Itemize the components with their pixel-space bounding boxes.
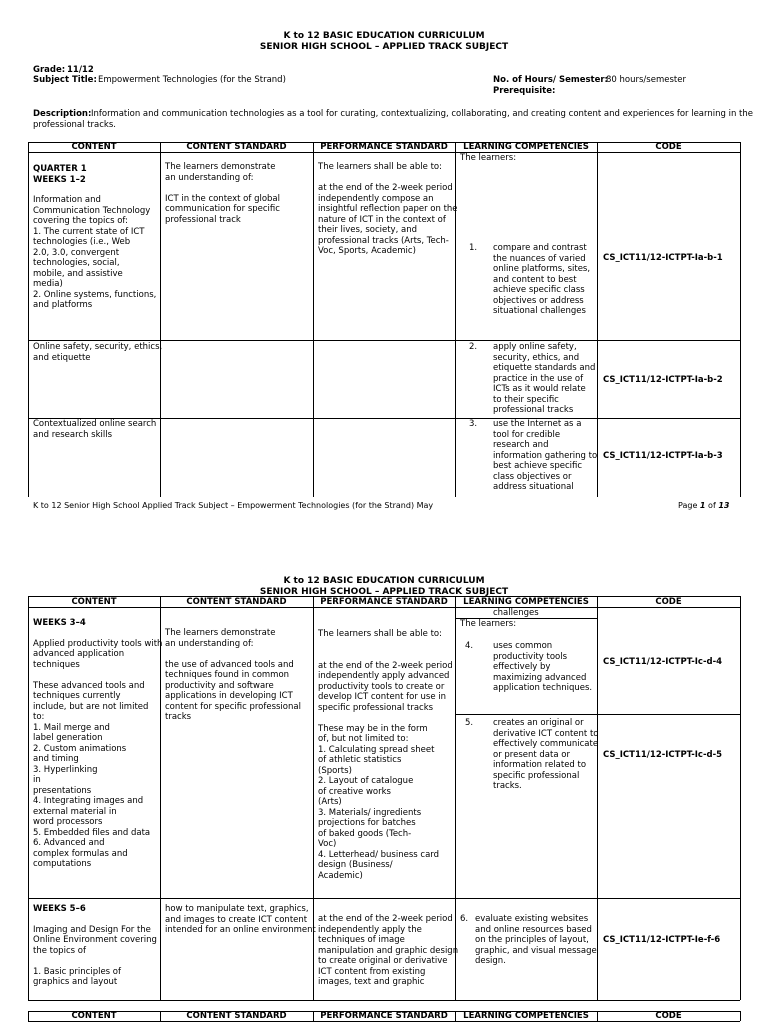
header-performance-standard: PERFORMANCE STANDARD bbox=[320, 142, 448, 152]
header-content-p2: CONTENT bbox=[71, 597, 117, 607]
subject-label: Subject Title: bbox=[33, 75, 97, 85]
row1-code: CS_ICT11/12-ICTPT-Ia-b-1 bbox=[603, 253, 723, 263]
p2-row2-performance-standard: at the end of the 2-week period independently apply the techniques of image manipulation and graphic design to create original or derivative ICT content from existing images, text and graphic bbox=[318, 914, 459, 987]
header-learning-competencies-p3: LEARNING COMPETENCIES bbox=[463, 1011, 589, 1021]
row2-code: CS_ICT11/12-ICTPT-Ia-b-2 bbox=[603, 375, 723, 385]
grade-value: 11/12 bbox=[67, 65, 94, 75]
description-label: Description: bbox=[33, 109, 92, 119]
p2-row1-performance-standard: The learners shall be able to: at the end of the 2-week period independently apply advanced productivity tools to create or develop ICT content for use in specific professional tracks These may be in the form of, but not limited to: 1. Calculating spread sheet of athletic statistics (Sports) 2. Layout of catalogue of creative works (Arts) 3. Materials/ ingredients projections for batches of baked goods (Tech- Voc) 4. Letterhead/ business card design (Business/ Academic) bbox=[318, 629, 453, 881]
header-code: CODE bbox=[655, 142, 682, 152]
header-content-p3: CONTENT bbox=[71, 1011, 117, 1021]
row2-content: Online safety, security, ethics, and etiquette bbox=[33, 342, 163, 363]
row1-performance-standard: The learners shall be able to: at the end of the 2-week period independently compose an insightful reflection paper on the nature of ICT in the context of their lives, society, and professional tracks (Arts, Tech- Voc, Sports, Academic) bbox=[318, 162, 458, 256]
header-content: CONTENT bbox=[71, 142, 117, 152]
carry-over-text: challenges bbox=[493, 608, 539, 618]
header-learning-competencies-p2: LEARNING COMPETENCIES bbox=[463, 597, 589, 607]
code-6: CS_ICT11/12-ICTPT-Ie-f-6 bbox=[603, 935, 721, 945]
competency-4-number: 4. bbox=[465, 641, 474, 651]
curriculum-title: K to 12 BASIC EDUCATION CURRICULUM bbox=[283, 31, 485, 41]
header-code-p2: CODE bbox=[655, 597, 682, 607]
header-content-standard-p2: CONTENT STANDARD bbox=[186, 597, 287, 607]
row3-content: Contextualized online search and research skills bbox=[33, 419, 157, 440]
row1-competency: compare and contrast the nuances of varied online platforms, sites, and content to best achieve specific class objectives or address situational challenges bbox=[493, 243, 591, 316]
header-code-p3: CODE bbox=[655, 1011, 682, 1021]
row1-content: QUARTER 1 WEEKS 1–2 Information and Communication Technology covering the topics of: 1. The current state of ICT technologies (i.e., Web 2.0, 3.0, convergent technologies, social, mobile, and assistive media) 2. Online systems, functions, and platforms bbox=[33, 164, 157, 310]
p2-row1-content: WEEKS 3–4 Applied productivity tools with advanced application techniques These advanced tools and techniques currently include, but are not limited to: 1. Mail merge and label generation 2. Custom animations and timing 3. Hyperlinking in presentations 4. Integrating images and external material in word processors 5. Embedded files and data 6. Advanced and complex formulas and computations bbox=[33, 618, 163, 869]
description-text-cont: professional tracks. bbox=[33, 120, 116, 130]
description-text: Information and communication technologies as a tool for curating, contextualizing, collaborating, and creating content and experiences for learning in the bbox=[91, 109, 753, 119]
row3-competency-number: 3. bbox=[469, 419, 478, 429]
code-4: CS_ICT11/12-ICTPT-Ic-d-4 bbox=[603, 657, 723, 667]
track-subtitle-page2: SENIOR HIGH SCHOOL – APPLIED TRACK SUBJECT bbox=[259, 587, 509, 597]
competency-4: uses common productivity tools effectively by maximizing advanced application techniques. bbox=[493, 641, 593, 693]
row3-competency: use the Internet as a tool for credible research and information gathering to best achieve specific class objectives or address situational bbox=[493, 419, 598, 492]
hours-value: 80 hours/semester bbox=[606, 75, 686, 85]
competency-5-number: 5. bbox=[465, 718, 474, 728]
hours-label: No. of Hours/ Semester: bbox=[493, 75, 608, 85]
curriculum-title-page2: K to 12 BASIC EDUCATION CURRICULUM bbox=[283, 576, 485, 586]
header-content-standard-p3: CONTENT STANDARD bbox=[186, 1011, 287, 1021]
header-performance-standard-p2: PERFORMANCE STANDARD bbox=[320, 597, 448, 607]
p2-row2-content-standard: how to manipulate text, graphics, and images to create ICT content intended for an online environment bbox=[165, 904, 316, 935]
p2-row2-content: WEEKS 5–6 Imaging and Design For the Online Environment covering the topics of 1. Basic principles of graphics and layout bbox=[33, 904, 157, 987]
row2-competency: apply online safety, security, ethics, and etiquette standards and practice in the use of ICTs as it would relate to their specific professional tracks bbox=[493, 342, 596, 415]
competency-6-number: 6. bbox=[460, 914, 469, 924]
grade-label: Grade: bbox=[33, 65, 66, 75]
footer-document-title: K to 12 Senior High School Applied Track Subject – Empowerment Technologies (for the Strand) May bbox=[33, 501, 434, 510]
p2-row1-content-standard: The learners demonstrate an understanding of: the use of advanced tools and techniques found in common productivity and software applications in developing ICT content for specific professional tracks bbox=[165, 628, 301, 722]
row3-code: CS_ICT11/12-ICTPT-Ia-b-3 bbox=[603, 451, 723, 461]
track-subtitle: SENIOR HIGH SCHOOL – APPLIED TRACK SUBJECT bbox=[259, 42, 509, 52]
row1-content-standard: The learners demonstrate an understanding of: ICT in the context of global communication for specific professional track bbox=[165, 162, 280, 225]
row1-competency-intro: The learners: bbox=[460, 153, 517, 163]
header-learning-competencies: LEARNING COMPETENCIES bbox=[463, 142, 589, 152]
header-performance-standard-p3: PERFORMANCE STANDARD bbox=[320, 1011, 448, 1021]
row2-competency-number: 2. bbox=[469, 342, 478, 352]
footer-page-number: Page 1 of 13 bbox=[678, 501, 730, 510]
prerequisite-label: Prerequisite: bbox=[493, 86, 556, 96]
row1-competency-number: 1. bbox=[469, 243, 478, 253]
p2-competency-intro: The learners: bbox=[460, 619, 517, 629]
code-5: CS_ICT11/12-ICTPT-Ic-d-5 bbox=[603, 750, 723, 760]
competency-5: creates an original or derivative ICT content to effectively communicate or present data or information related to specific professional tracks. bbox=[493, 718, 599, 791]
subject-value: Empowerment Technologies (for the Strand) bbox=[98, 75, 286, 85]
competency-6: evaluate existing websites and online resources based on the principles of layout, graphic, and visual message design. bbox=[475, 914, 597, 966]
header-content-standard: CONTENT STANDARD bbox=[186, 142, 287, 152]
